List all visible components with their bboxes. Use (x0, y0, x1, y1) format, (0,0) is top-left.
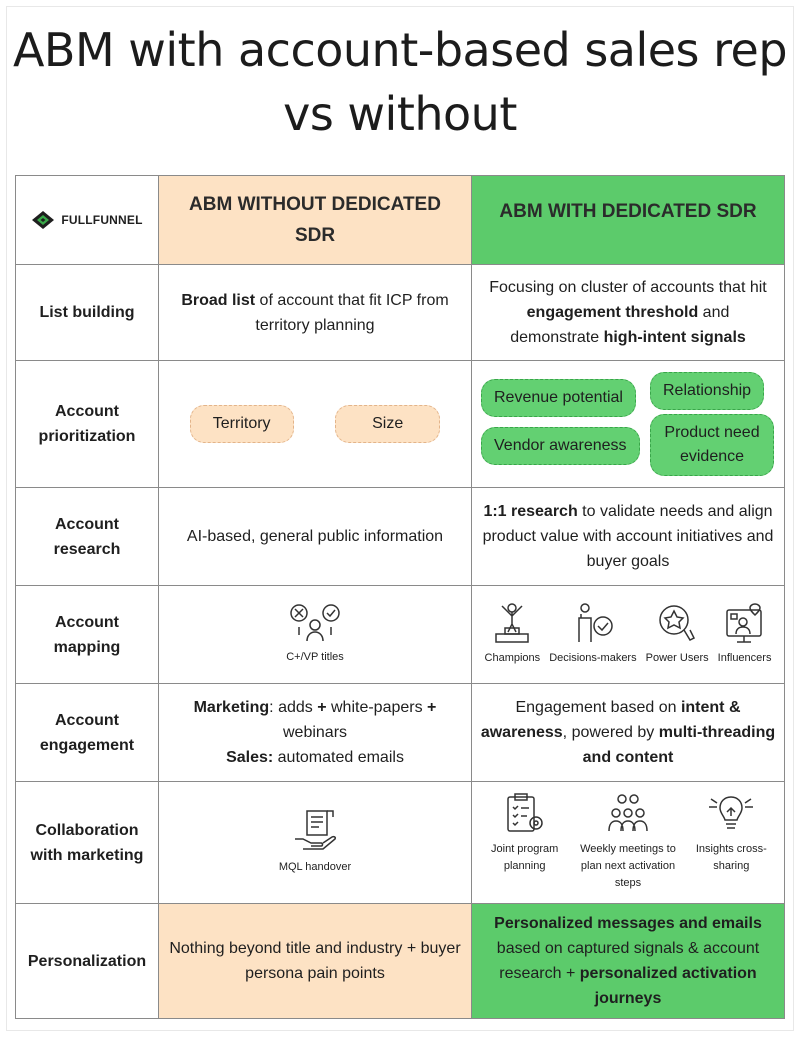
prioritization-with (472, 361, 785, 487)
text-fragment: 1:1 research (483, 503, 578, 520)
title-line-1: ABM with account-based sales rep (12, 23, 788, 77)
c-vp-titles-item (286, 603, 344, 666)
mql-handover-item (279, 809, 351, 876)
decision-maker-icon (571, 602, 615, 644)
mapping-without (159, 586, 472, 683)
collaboration-without (159, 782, 472, 903)
insights-caption: Insights cross-sharing (695, 843, 767, 872)
text-fragment: based on captured signals & account research + (496, 940, 760, 982)
research-with (472, 488, 785, 585)
tag-product-need-evidence: Product need evidence (650, 414, 774, 476)
row-label: Personalization (15, 904, 159, 1018)
weekly-meetings-item (572, 793, 684, 892)
tag-relationship: Relationship (650, 372, 764, 410)
broad-list-text: Broad list (181, 291, 256, 309)
title-line-2: vs without (283, 87, 517, 141)
mapping-with (472, 586, 785, 683)
champions-caption: Champions (484, 652, 541, 664)
collaboration-icons (480, 793, 776, 892)
text-fragment: + (427, 699, 437, 716)
logo-cell (15, 176, 159, 264)
power-users-item (646, 602, 709, 667)
row-label: Collaboration with marketing (15, 782, 159, 903)
text-fragment: multi-threading and content (582, 724, 776, 766)
text-fragment: : adds (269, 699, 318, 716)
text-fragment: , powered by (562, 724, 659, 741)
hand-document-icon (293, 809, 337, 853)
column-header-without: ABM WITHOUT DEDICATED SDR (159, 176, 472, 264)
text-fragment: Focusing on cluster of accounts that hit (489, 279, 767, 296)
decision-makers-item (549, 602, 636, 667)
row-label: Account prioritization (15, 361, 159, 487)
insights-item (689, 793, 773, 875)
column-header-with: ABM WITH DEDICATED SDR (472, 176, 785, 264)
people-group-icon (287, 603, 343, 643)
text-fragment: high-intent signals (603, 329, 746, 346)
tag-vendor-awareness: Vendor awareness (481, 427, 640, 465)
champions-item (485, 602, 541, 667)
text-fragment: personalized activation journeys (579, 965, 757, 1007)
comparison-table (15, 175, 785, 1019)
mql-handover-caption: MQL handover (278, 861, 352, 873)
power-users-caption: Power Users (645, 652, 709, 664)
power-user-star-icon (656, 602, 698, 644)
text-fragment: intent & awareness (480, 699, 741, 741)
text-fragment: engagement threshold (526, 304, 699, 321)
engagement-without (159, 684, 472, 781)
personalization-with (472, 904, 785, 1018)
text-fragment: white-papers (326, 699, 428, 716)
row-research (15, 488, 785, 586)
influencer-screen-icon (723, 602, 767, 644)
row-label: List building (15, 265, 159, 360)
row-label: Account mapping (15, 586, 159, 683)
tag-revenue-potential: Revenue potential (481, 379, 636, 417)
tag-size: Size (335, 405, 440, 443)
engagement-with (472, 684, 785, 781)
row-mapping (15, 586, 785, 684)
tag-territory: Territory (190, 405, 294, 443)
row-collaboration (15, 782, 785, 904)
text-fragment: Engagement based on (515, 699, 681, 716)
fullfunnel-logo-icon (31, 210, 55, 230)
champion-podium-icon (492, 602, 532, 644)
text-fragment: Sales: (226, 749, 274, 766)
research-without: AI-based, general public information (159, 488, 472, 585)
row-list-building (15, 265, 785, 361)
row-personalization (15, 904, 785, 1019)
weekly-meetings-caption: Weekly meetings to plan next activation steps (580, 843, 676, 889)
team-meeting-icon (605, 793, 651, 835)
mapping-icons (480, 602, 776, 667)
influencers-caption: Influencers (717, 652, 772, 664)
row-label: Account research (15, 488, 159, 585)
text-fragment: webinars (282, 724, 348, 741)
text-fragment: to validate needs and align product value with account initiatives and buyer goals (482, 503, 774, 570)
insight-bulb-icon (707, 793, 755, 835)
logo-text: FULLFUNNEL (61, 212, 143, 227)
page-title (0, 18, 800, 146)
list-building-without-text: of account that fit ICP from territory planning (255, 291, 449, 334)
header-row (15, 175, 785, 265)
clipboard-gear-icon (504, 793, 546, 835)
collaboration-with (472, 782, 785, 903)
text-fragment: + (317, 699, 327, 716)
row-engagement (15, 684, 785, 782)
row-label: Account engagement (15, 684, 159, 781)
personalization-without: Nothing beyond title and industry + buyer persona pain points (159, 904, 472, 1018)
decision-makers-caption: Decisions-makers (549, 652, 637, 664)
prioritization-without (159, 361, 472, 487)
joint-planning-item (483, 793, 567, 875)
list-building-without (159, 265, 472, 360)
joint-planning-caption: Joint program planning (491, 843, 559, 872)
row-prioritization (15, 361, 785, 488)
text-fragment: Personalized messages and emails (494, 915, 762, 932)
c-vp-titles-caption: C+/VP titles (286, 651, 344, 663)
text-fragment: Marketing (193, 699, 270, 716)
text-fragment: automated emails (273, 749, 404, 766)
text-fragment: and demonstrate (510, 304, 730, 346)
fullfunnel-logo (31, 208, 142, 233)
list-building-with (472, 265, 785, 360)
influencers-item (718, 602, 772, 667)
